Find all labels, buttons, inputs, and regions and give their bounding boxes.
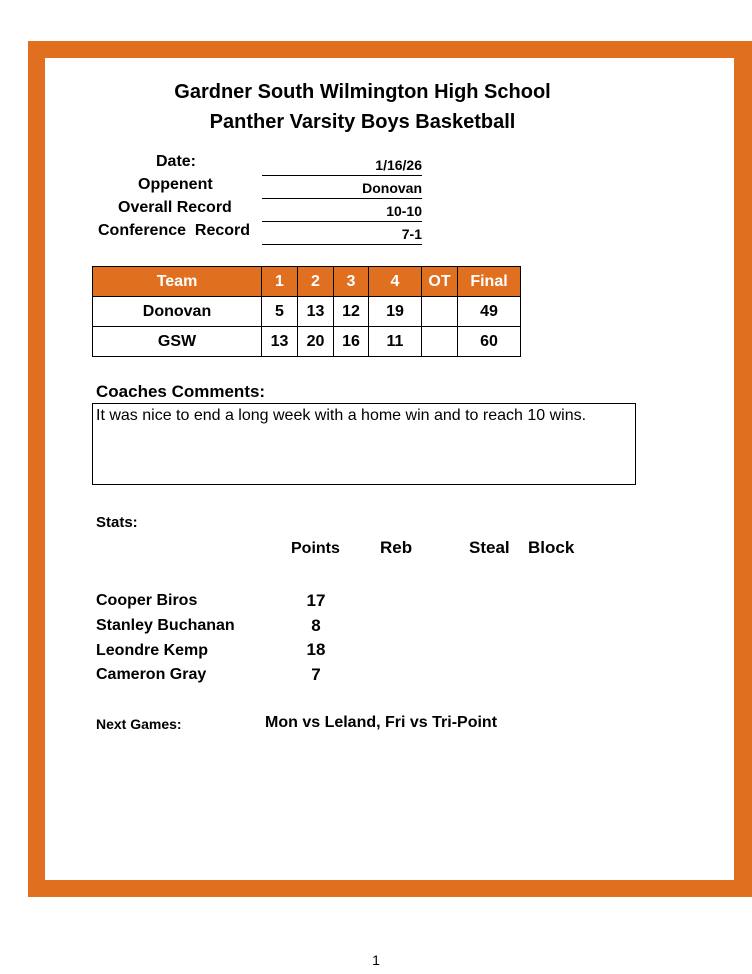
scoreboard-header-row bbox=[93, 267, 521, 297]
player-name: Leondre Kemp bbox=[96, 642, 209, 659]
header-q3: 3 bbox=[334, 267, 369, 297]
header-final: Final bbox=[458, 267, 521, 297]
row2-q2: 20 bbox=[298, 327, 334, 357]
stat-header-reb: Reb bbox=[380, 538, 413, 557]
header-q4: 4 bbox=[369, 267, 422, 297]
conference-record-value: 7-1 bbox=[262, 222, 422, 245]
row1-final: 49 bbox=[458, 297, 521, 327]
player-name: Cameron Gray bbox=[96, 666, 207, 683]
comments-box: It was nice to end a long week with a home win and to reach 10 wins. bbox=[92, 403, 636, 485]
player-name: Cooper Biros bbox=[96, 592, 198, 609]
next-games-label: Next Games: bbox=[96, 716, 182, 732]
row1-q2: 13 bbox=[298, 297, 334, 327]
stats-label: Stats: bbox=[96, 514, 138, 531]
table-row bbox=[93, 297, 521, 327]
row1-q4: 19 bbox=[369, 297, 422, 327]
row2-q3: 16 bbox=[334, 327, 369, 357]
row2-q4: 11 bbox=[369, 327, 422, 357]
date-value: 1/16/26 bbox=[262, 153, 422, 176]
team-title: Panther Varsity Boys Basketball bbox=[209, 111, 516, 133]
row2-q1: 13 bbox=[262, 327, 298, 357]
opponent-label: Oppenent bbox=[138, 176, 213, 193]
stat-header-points: Points bbox=[291, 540, 340, 557]
header-ot: OT bbox=[422, 267, 458, 297]
header-team: Team bbox=[93, 267, 262, 297]
row2-team: GSW bbox=[93, 327, 262, 357]
player-points: 18 bbox=[306, 640, 326, 659]
row1-q1: 5 bbox=[262, 297, 298, 327]
stat-header-steal: Steal bbox=[469, 538, 510, 557]
comments-label: Coaches Comments: bbox=[96, 382, 266, 401]
player-points: 17 bbox=[306, 591, 326, 610]
stat-header-block: Block bbox=[528, 538, 575, 557]
header-q1: 1 bbox=[262, 267, 298, 297]
overall-record-value: 10-10 bbox=[262, 199, 422, 222]
scoreboard-table bbox=[92, 266, 521, 357]
school-title: Gardner South Wilmington High School bbox=[174, 81, 551, 103]
conference-record-label: Conference Record bbox=[98, 222, 251, 239]
row1-q3: 12 bbox=[334, 297, 369, 327]
row1-ot bbox=[422, 297, 458, 327]
next-games-value: Mon vs Leland, Fri vs Tri-Point bbox=[265, 714, 498, 731]
row2-ot bbox=[422, 327, 458, 357]
player-name: Stanley Buchanan bbox=[96, 617, 235, 634]
row2-final: 60 bbox=[458, 327, 521, 357]
opponent-value: Donovan bbox=[262, 176, 422, 199]
overall-record-label: Overall Record bbox=[118, 199, 232, 216]
player-points: 7 bbox=[311, 665, 321, 684]
page-number: 1 bbox=[372, 952, 380, 968]
player-points: 8 bbox=[311, 616, 321, 635]
row1-team: Donovan bbox=[93, 297, 262, 327]
table-row bbox=[93, 327, 521, 357]
date-label: Date: bbox=[156, 153, 197, 170]
header-q2: 2 bbox=[298, 267, 334, 297]
